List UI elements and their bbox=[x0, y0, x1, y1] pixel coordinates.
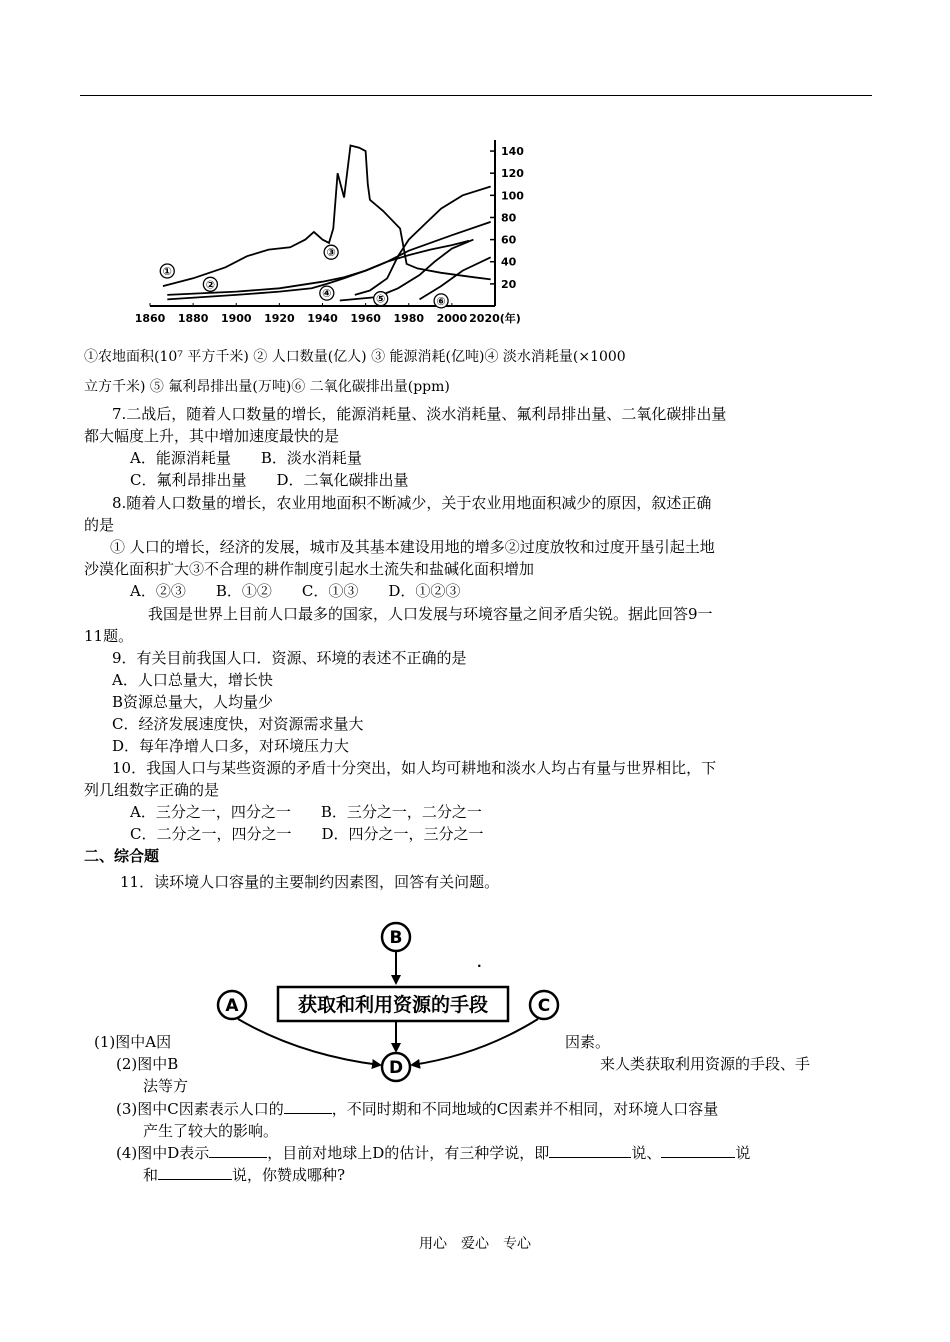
legend-line-2: 立方千米) ⑤ 氟利昂排出量(万吨)⑥ 二氧化碳排出量(ppm) bbox=[84, 379, 450, 395]
series-label-5: ⑤ bbox=[376, 292, 386, 306]
node-b-label: B bbox=[389, 928, 403, 948]
answer-blank-theory-2[interactable] bbox=[661, 1141, 735, 1158]
series-marker-6 bbox=[434, 294, 448, 308]
chart-svg bbox=[134, 128, 550, 328]
series-marker-1 bbox=[160, 264, 174, 278]
series-line-5 bbox=[340, 240, 474, 301]
q11-sub1-right: 因素。 bbox=[565, 1033, 611, 1051]
q7-options-2: C．氟利昂排出量 D．二氧化碳排出量 bbox=[130, 471, 409, 489]
q8-options: A．②③ B．①② C．①③ D．①②③ bbox=[130, 582, 461, 600]
q9-option-c: C．经济发展速度快，对资源需求量大 bbox=[112, 715, 364, 733]
series-marker-4 bbox=[320, 286, 334, 300]
q11-stem: 11．读环境人口容量的主要制约因素图，回答有关问题。 bbox=[120, 873, 500, 891]
q11-sub4-text-d: 说 bbox=[735, 1144, 751, 1162]
section-heading: 二、综合题 bbox=[84, 847, 160, 865]
answer-blank-d[interactable] bbox=[209, 1141, 267, 1158]
node-b bbox=[382, 923, 410, 951]
series-marker-3 bbox=[324, 245, 338, 259]
q11-sub3-text-a: (3)图中C因素表示人口的 bbox=[116, 1100, 284, 1118]
q8-line-4: 沙漠化面积扩大③不合理的耕作制度引起水土流失和盐碱化面积增加 bbox=[84, 560, 535, 578]
answer-blank-theory-1[interactable] bbox=[549, 1141, 631, 1158]
q10-options-2: C．二分之一，四分之一 D．四分之一，三分之一 bbox=[130, 825, 484, 843]
series-label-1: ① bbox=[162, 265, 172, 279]
legend-line-1: ①农地面积(10⁷ 平方千米) ② 人口数量(亿人) ③ 能源消耗(亿吨)④ 淡水消耗量(×1000 bbox=[84, 349, 626, 365]
answer-blank-theory-3[interactable] bbox=[158, 1163, 232, 1180]
q9-option-d: D．每年净增人口多，对环境压力大 bbox=[112, 737, 350, 755]
intro-line-2: 11题。 bbox=[84, 627, 134, 645]
population-resource-chart bbox=[134, 128, 550, 328]
q8-line-2: 的是 bbox=[84, 516, 115, 534]
y-tick-label: 40 bbox=[501, 255, 517, 269]
q7-line-1: 7.二战后，随着人口数量的增长，能源消耗量、淡水消耗量、氟利昂排出量、二氧化碳排出量 bbox=[112, 405, 727, 423]
series-label-4: ④ bbox=[322, 287, 332, 301]
diagram-overlap-region bbox=[240, 1028, 560, 1078]
resource-means-label: 获取和利用资源的手段 bbox=[297, 994, 489, 1016]
resource-means-box bbox=[278, 987, 508, 1021]
x-tick-label: 1880 bbox=[177, 312, 209, 325]
node-d-label: D bbox=[388, 1058, 404, 1078]
series-label-2: ② bbox=[205, 278, 216, 292]
q11-sub4-text-e: 和 bbox=[143, 1166, 159, 1184]
q10-line-1: 10．我国人口与某些资源的矛盾十分突出，如人均可耕地和淡水人均占有量与世界相比，下 bbox=[112, 759, 717, 777]
q10-line-2: 列几组数字正确的是 bbox=[84, 781, 220, 799]
q11-sub2-line2: 法等方 bbox=[143, 1077, 189, 1095]
q9-option-a: A．人口总量大，增长快 bbox=[112, 671, 273, 689]
node-c bbox=[530, 991, 558, 1019]
y-tick-label: 80 bbox=[501, 211, 517, 225]
q9-stem: 9．有关目前我国人口．资源、环境的表述不正确的是 bbox=[112, 649, 467, 667]
q9-option-b: B资源总量大，人均量少 bbox=[112, 693, 274, 711]
series-marker-2 bbox=[203, 277, 217, 291]
q11-sub1-left: (1)图中A因 bbox=[94, 1033, 172, 1051]
q11-sub4-line2 bbox=[143, 1163, 345, 1187]
stray-dot: · bbox=[477, 959, 482, 973]
y-tick-label: 140 bbox=[501, 145, 524, 159]
q11-sub4-text-c: 说、 bbox=[631, 1144, 662, 1162]
q11-sub3-line2: 产生了较大的影响。 bbox=[143, 1122, 279, 1140]
x-tick-label: 1860 bbox=[134, 312, 166, 325]
series-marker-5 bbox=[374, 292, 388, 306]
node-c-label: C bbox=[537, 996, 551, 1016]
page-footer: 用心 爱心 专心 bbox=[419, 1236, 531, 1252]
q11-sub2-right: 来人类获取利用资源的手段、手 bbox=[600, 1055, 811, 1073]
x-tick-label: 1940 bbox=[307, 312, 338, 325]
x-tick-label: 2000 bbox=[436, 312, 468, 325]
q11-sub4-text-f: 说，你赞成哪种? bbox=[232, 1166, 346, 1184]
x-tick-label: 1980 bbox=[393, 312, 425, 325]
node-a-label: A bbox=[225, 996, 239, 1016]
x-tick-label: 1920 bbox=[264, 312, 295, 325]
series-label-3: ③ bbox=[326, 246, 336, 260]
y-tick-label: 60 bbox=[501, 233, 517, 247]
q11-sub4-line1 bbox=[116, 1141, 750, 1165]
q8-line-1: 8.随着人口数量的增长，农业用地面积不断减少，关于农业用地面积减少的原因，叙述正确 bbox=[112, 494, 712, 512]
x-tick-label: 1960 bbox=[350, 312, 381, 325]
q11-sub3-text-b: ，不同时期和不同地域的C因素并不相同，对环境人口容量 bbox=[331, 1100, 719, 1118]
series-label-6: ⑥ bbox=[436, 294, 446, 308]
q7-options-1: A．能源消耗量 B．淡水消耗量 bbox=[130, 449, 362, 467]
y-tick-label: 20 bbox=[501, 277, 517, 291]
y-tick-label: 120 bbox=[501, 167, 524, 181]
series-line-1 bbox=[163, 146, 491, 287]
q8-line-3: ① 人口的增长，经济的发展，城市及其基本建设用地的增多②过度放牧和过度开垦引起土地 bbox=[110, 538, 715, 556]
q11-sub4-text-a: (4)图中D表示 bbox=[116, 1144, 210, 1162]
q10-options-1: A．三分之一，四分之一 B．三分之一，二分之一 bbox=[130, 803, 482, 821]
x-tick-label: 1900 bbox=[220, 312, 252, 325]
q11-sub2-left: (2)图中B bbox=[116, 1055, 179, 1073]
x-tick-label: 2020(年) bbox=[469, 312, 521, 325]
q7-line-2: 都大幅度上升，其中增加速度最快的是 bbox=[84, 427, 340, 445]
y-tick-label: 100 bbox=[501, 189, 524, 203]
q11-sub3-line1 bbox=[116, 1097, 718, 1121]
node-a bbox=[218, 991, 246, 1019]
intro-line-1: 我国是世界上目前人口最多的国家，人口发展与环境容量之间矛盾尖锐。据此回答9一 bbox=[148, 605, 713, 623]
q11-sub4-text-b: ，目前对地球上D的估计，有三种学说，即 bbox=[267, 1144, 550, 1162]
answer-blank-c[interactable] bbox=[284, 1097, 332, 1114]
header-rule bbox=[80, 95, 872, 96]
